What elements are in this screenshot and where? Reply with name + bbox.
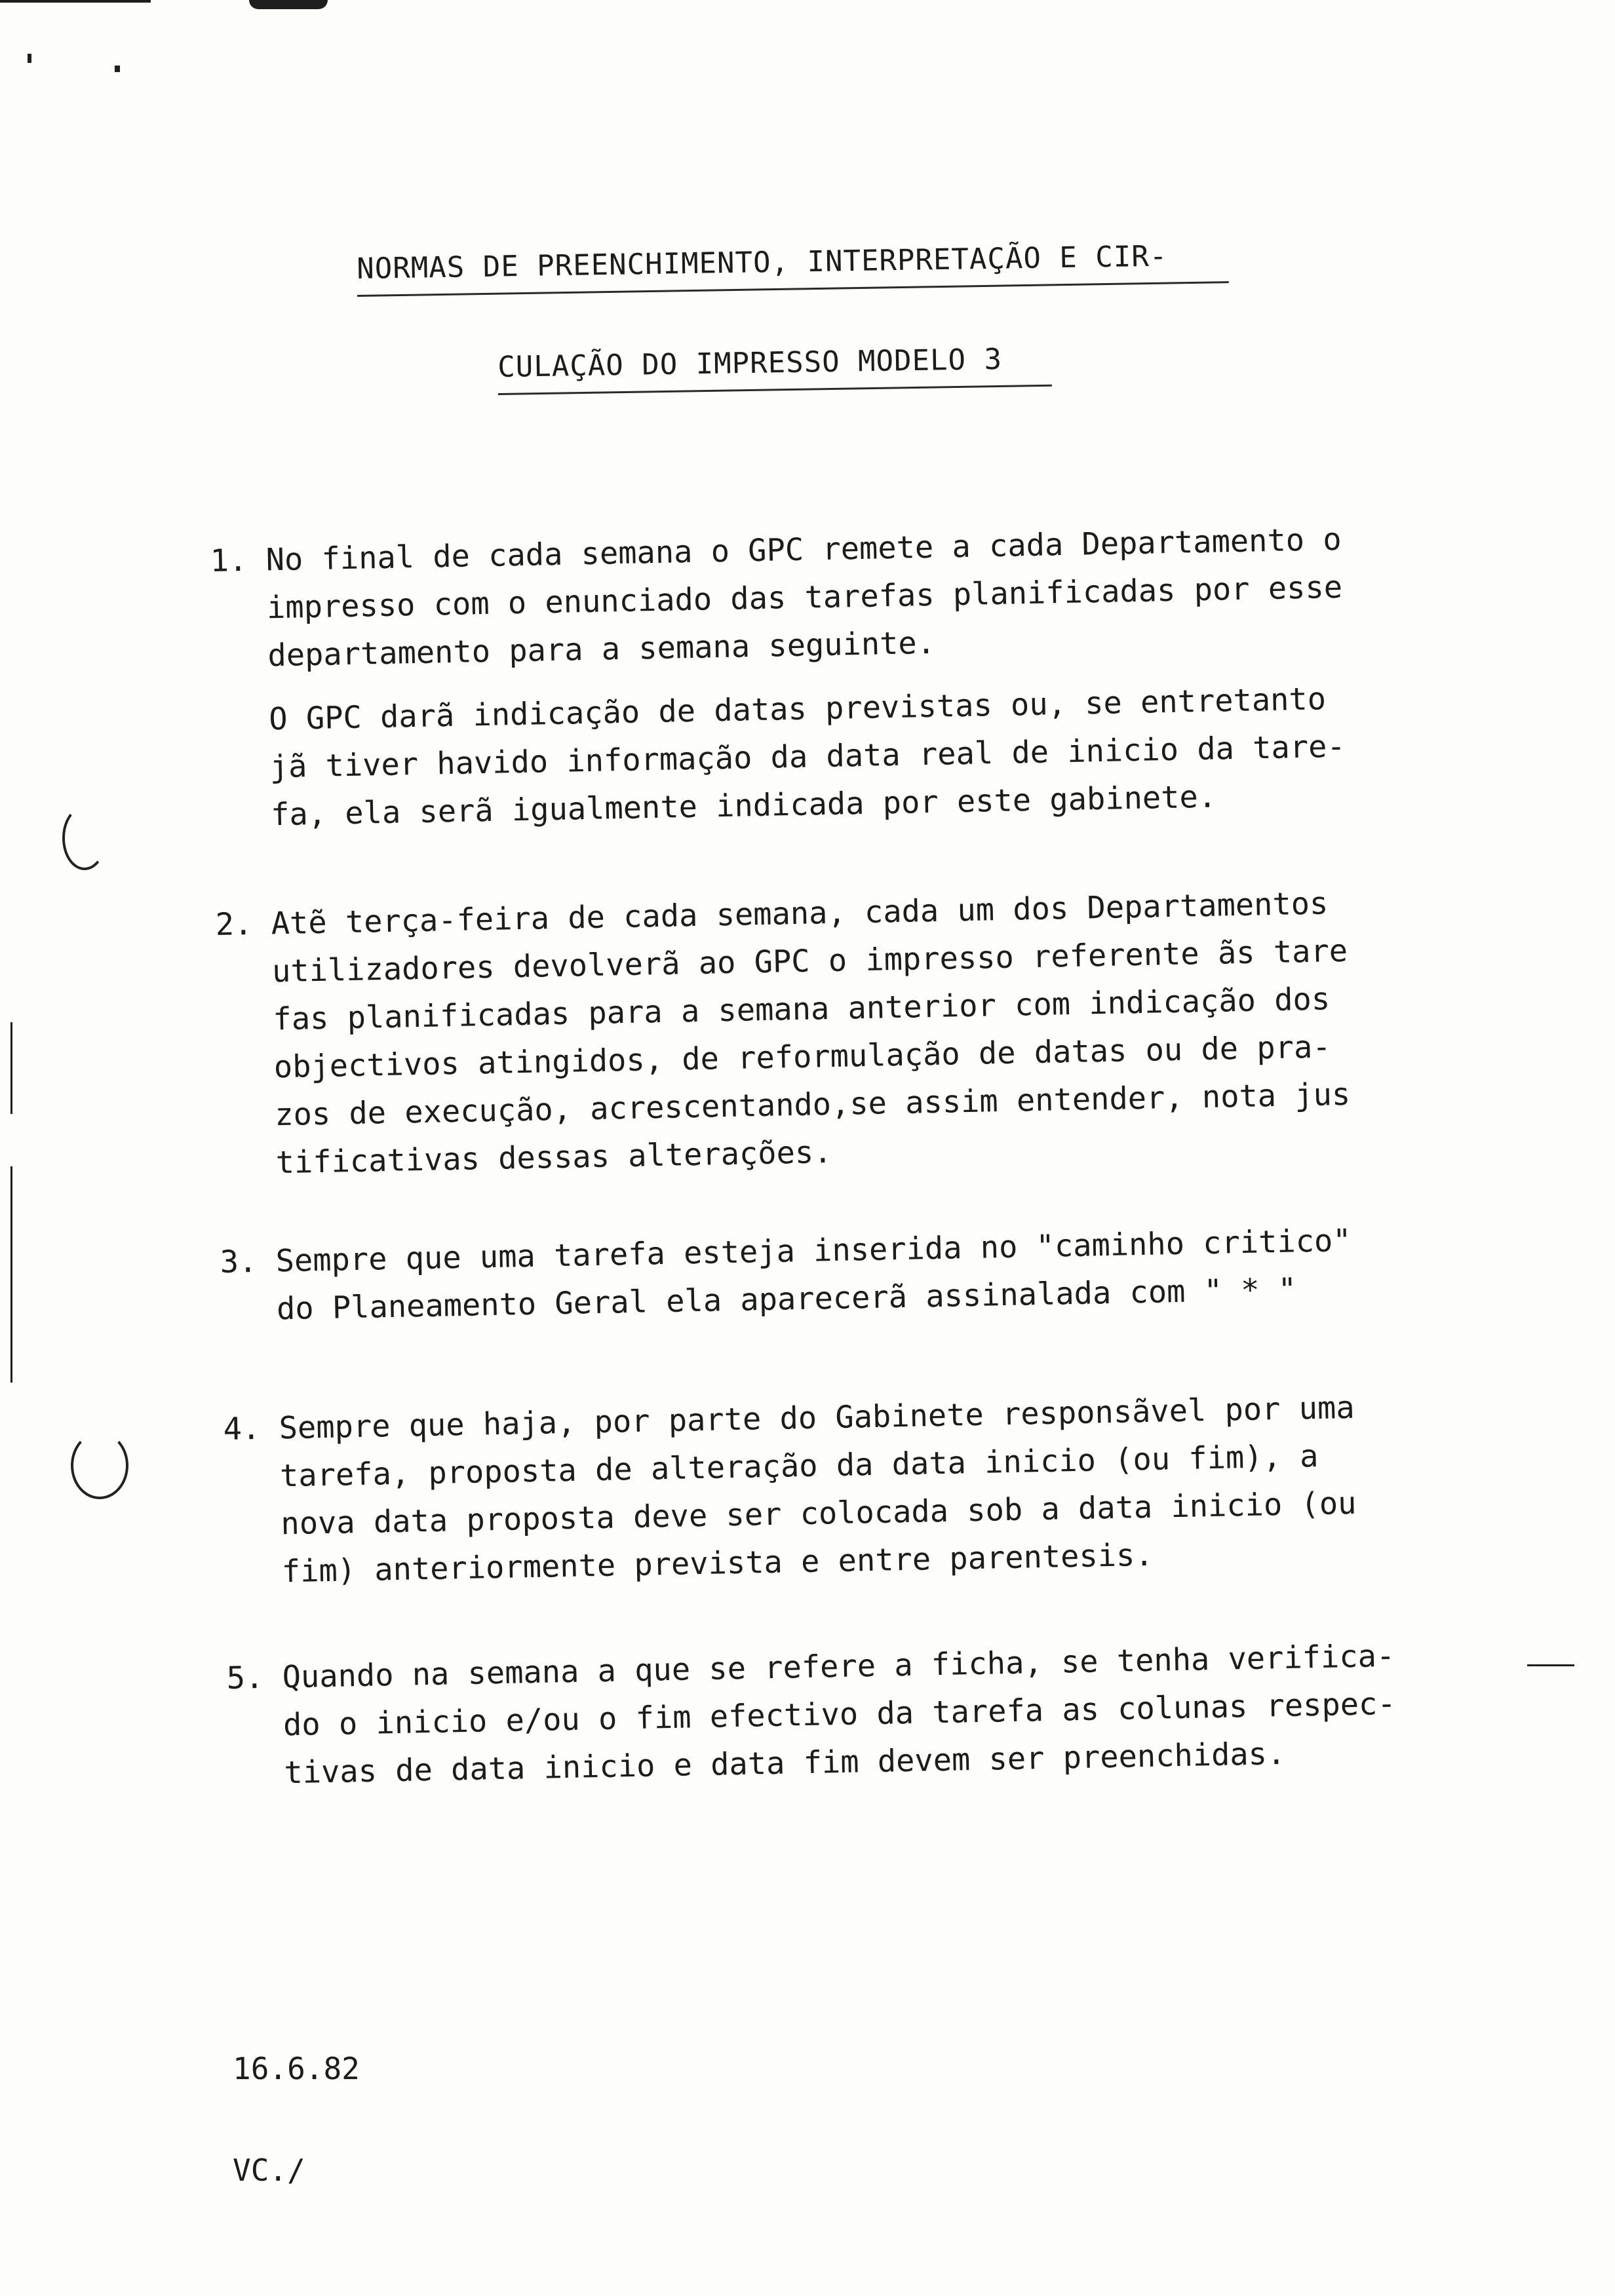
margin-speckle-line [10,1022,12,1114]
paragraph-text: Sempre que haja, por parte do Gabinete responsãvel por uma tarefa, proposta de alteração da data inicio (ou fim), a nova data proposta deve ser colocada sob a data inicio (ou fim) anteriormente prevista e entre parentesis. [279,1389,1357,1590]
document-date: 16.6.82 [233,2051,360,2086]
margin-speckle-line [10,1166,12,1383]
numbered-paragraph-5 [226,1630,1481,1798]
paragraph-text: Atẽ terça-feira de cada semana, cada um dos Departamentos utilizadores devolverã ao GPC o impresso referente ãs tare fas planificadas para a semana anterior com indicação dos objectivos atingidos, de reformulação de datas ou de pra- zos de execução, acrescentando,se assim entender, nota jus tificativas dessas alterações. [271,885,1351,1181]
paragraph-text: Sempre que uma tarefa esteja inserida no "caminho critico" do Planeamento Geral ela aparecerã assinalada com " * " [275,1222,1352,1328]
paragraph-text: Quando na semana a que se refere a ficha, se tenha verifica- do o inicio e/ou o fim efectivo da tarefa as colunas respec- tivas de data inicio e data fim devem ser preenchidas. [282,1637,1397,1791]
document-title-line-2: CULAÇÃO DO IMPRESSO MODELO 3 [497,342,1052,395]
paragraph-continuation: O GPC darã indicação de datas previstas ou, se entretanto jã tiver havido informação da data real de inicio da tare- fa, ela serã igualmente indicada por este gabinete. [268,681,1346,833]
paragraph-number: 1. [210,542,248,579]
paragraph-text: No final de cada semana o GPC remete a cada Departamento o impresso com o enunciado das tarefas planificadas por esse departamento para a semana seguinte. [265,521,1343,674]
paragraph-number: 5. [226,1659,264,1696]
scan-edge-smudge [0,0,151,3]
numbered-paragraph-4 [223,1381,1478,1597]
numbered-paragraph-2 [215,877,1472,1188]
numbered-paragraph-1 [210,513,1468,840]
binder-hole-mark [62,806,107,870]
paragraph-number: 2. [215,906,253,943]
binder-hole-mark [71,1432,128,1499]
scan-edge-smudge [249,0,328,9]
document-title-line-1: NORMAS DE PREENCHIMENTO, INTERPRETAÇÃO E CIR- [357,239,1229,297]
numbered-paragraph-3 [220,1214,1473,1334]
scan-speck [28,54,31,63]
paragraph-number: 3. [220,1243,258,1280]
paragraph-number: 4. [223,1410,261,1447]
scan-speck [115,66,120,72]
edge-dash [1527,1664,1574,1666]
author-initials: VC./ [233,2152,305,2188]
